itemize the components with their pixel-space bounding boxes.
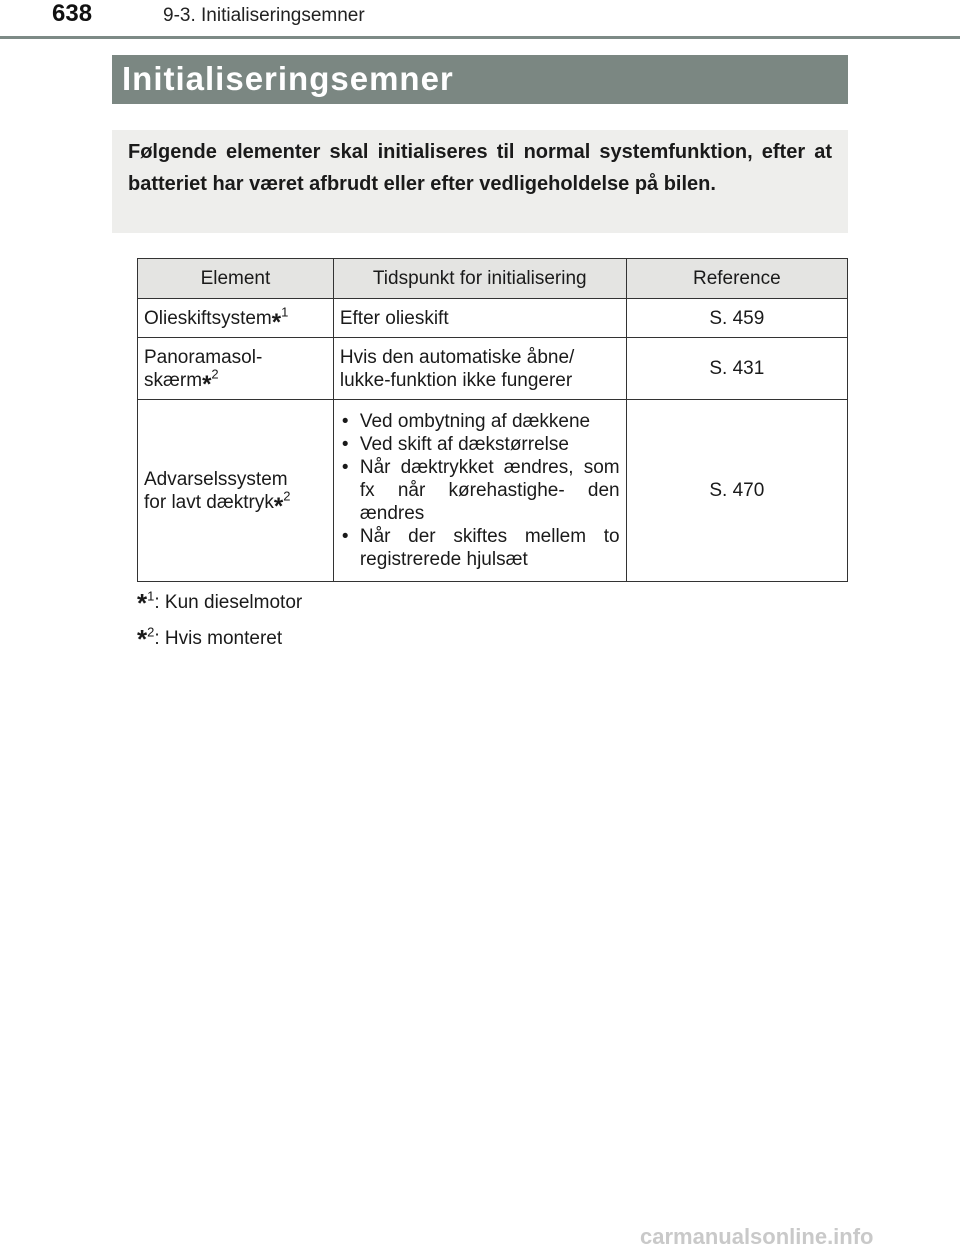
footnote-mark: 2 xyxy=(147,624,155,640)
element-name-line2: for lavt dæktryk xyxy=(144,491,274,513)
footnote-text: : Hvis monteret xyxy=(154,628,283,649)
element-name: Olieskiftsystem xyxy=(144,307,272,329)
table-row xyxy=(138,299,848,338)
page-header xyxy=(0,0,960,40)
element-name-line1: Panoramasol- xyxy=(144,346,263,368)
intro-box xyxy=(112,130,848,233)
timing-line2: lukke-funktion ikke fungerer xyxy=(339,369,573,391)
initialization-table xyxy=(137,258,848,582)
footnote-asterisk: * xyxy=(137,588,148,618)
reference-cell: S. 459 xyxy=(626,299,847,338)
section-title-bar xyxy=(112,55,848,104)
element-cell xyxy=(138,299,334,338)
reference-cell: S. 431 xyxy=(626,338,847,400)
header-divider xyxy=(0,36,960,39)
section-title: Initialiseringsemner xyxy=(122,60,454,97)
footnote-asterisk: * xyxy=(273,492,284,520)
element-cell xyxy=(138,400,334,582)
list-item: • Når dæktrykket ændres, som fx når kørehastighe- den ændres xyxy=(340,456,620,525)
element-name-line2: skærm xyxy=(144,369,203,391)
list-item: • Ved ombytning af dækkene xyxy=(340,410,620,433)
intro-text: Følgende elementer skal initialiseres til normal systemfunktion, efter at batteriet har været afbrudt eller efter vedligeholdelse på bilen. xyxy=(128,141,832,195)
list-item: • Ved skift af dækstørrelse xyxy=(340,433,620,456)
column-header-reference: Reference xyxy=(626,259,847,299)
footnote-1 xyxy=(137,588,303,618)
timing-cell: Efter olieskift xyxy=(333,299,626,338)
timing-cell xyxy=(333,338,626,400)
section-reference: 9-3. Initialiseringsemner xyxy=(163,5,365,26)
list-item: • Når der skiftes mellem to registrerede hjulsæt xyxy=(340,525,620,571)
timing-cell xyxy=(333,400,626,582)
footnote-mark: 2 xyxy=(283,488,291,504)
timing-bullet-list xyxy=(340,410,620,571)
footnote-mark: 1 xyxy=(147,588,155,604)
footnote-mark: 1 xyxy=(281,304,289,320)
table-row xyxy=(138,338,848,400)
footnote-asterisk: * xyxy=(202,370,212,398)
footnote-asterisk: * xyxy=(137,624,148,654)
footnote-mark: 2 xyxy=(211,366,219,382)
table-row xyxy=(138,400,848,582)
footnote-asterisk: * xyxy=(271,308,282,336)
element-name-line1: Advarselssystem xyxy=(144,468,288,490)
element-cell xyxy=(138,338,334,400)
footnote-2 xyxy=(137,624,283,654)
reference-cell: S. 470 xyxy=(626,400,847,582)
column-header-timing: Tidspunkt for initialisering xyxy=(333,259,626,299)
watermark: carmanualsonline.info xyxy=(640,1224,874,1249)
column-header-element: Element xyxy=(138,259,334,299)
footnote-text: : Kun dieselmotor xyxy=(154,592,303,613)
table-header-row xyxy=(138,259,848,299)
timing-line1: Hvis den automatiske åbne/ xyxy=(339,346,575,368)
page-number: 638 xyxy=(52,0,93,27)
